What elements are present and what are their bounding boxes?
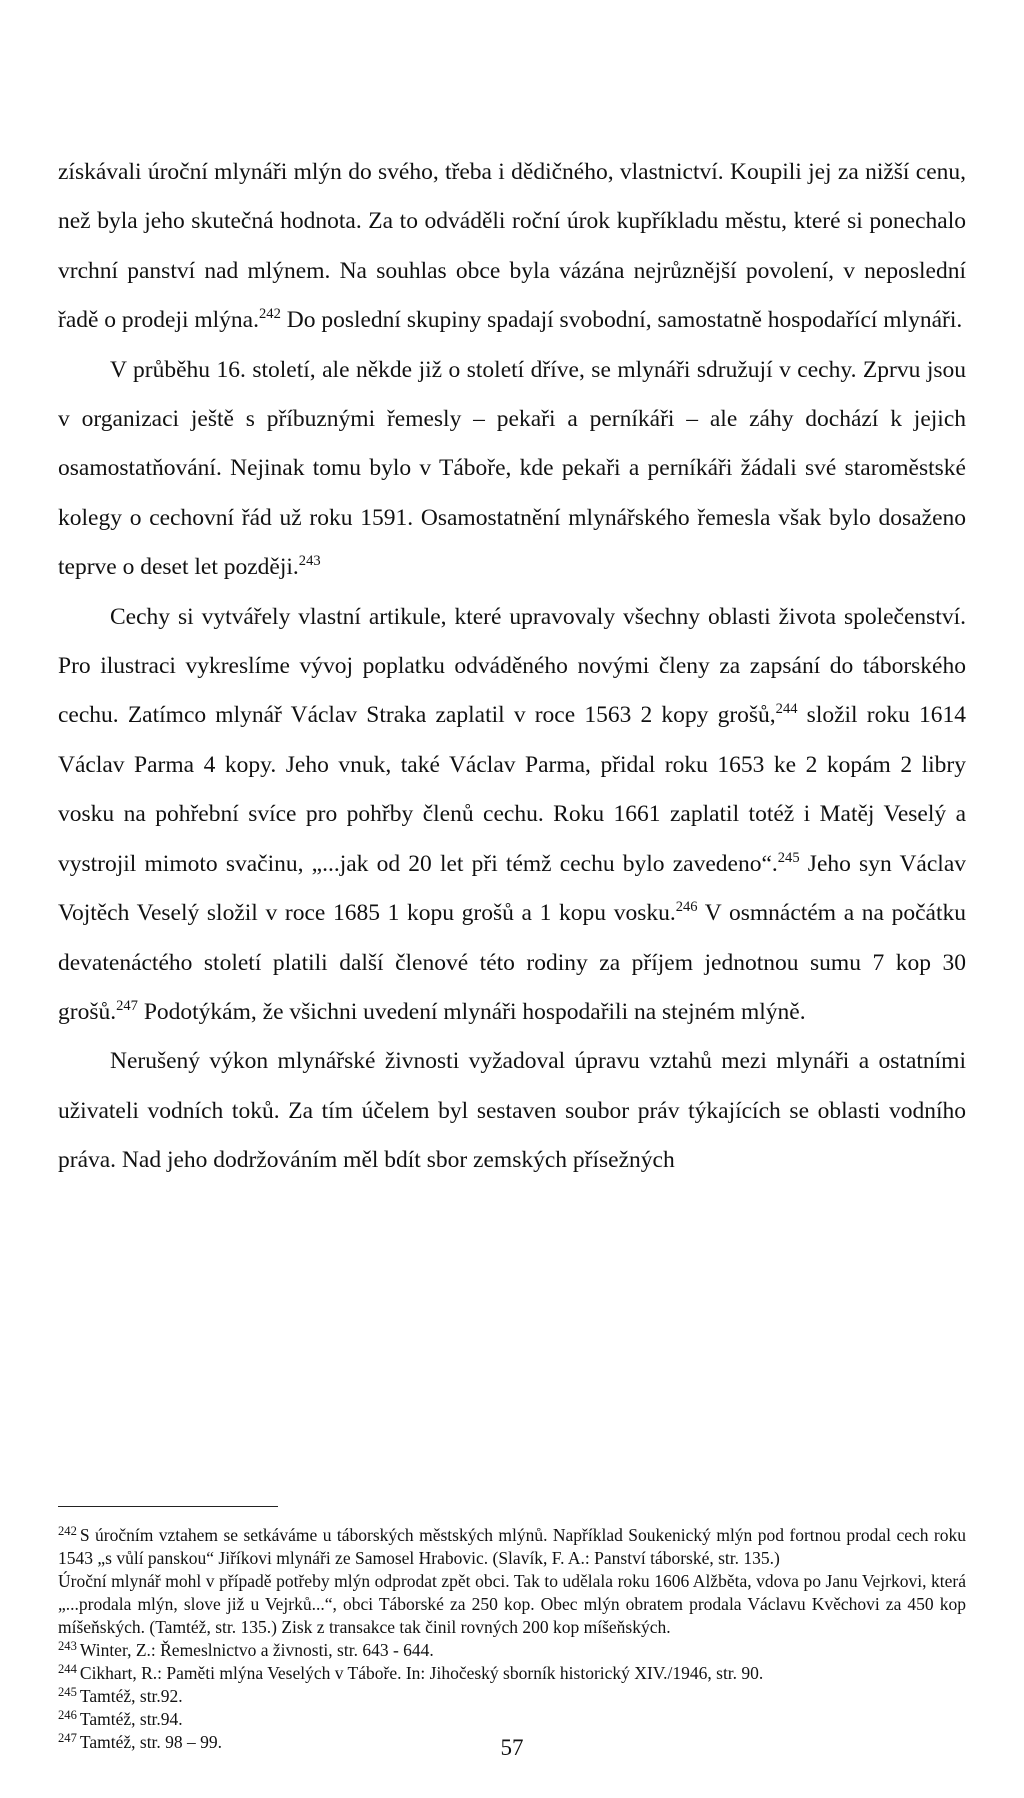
footnote-242-continuation: Úroční mlynář mohl v případě potřeby mlýn odprodat zpět obci. Tak to udělala roku 1606 Alžběta, vdova po Janu Vejrkovi, která „...prodala mlýn, slove již u Vejrků...“, obci Táborské za 250 kop. Obec mlýn obratem prodala Václavu Kvěchovi za 450 kop míšeňských. (Tamtéž, str. 135.) Zisk z transakce tak činil rovných 200 kop míšeňských. bbox=[58, 1571, 966, 1637]
footnote-separator bbox=[58, 1506, 278, 1507]
paragraph-2: V průběhu 16. století, ale někde již o století dříve, se mlynáři sdružují v cechy. Zprvu jsou v organizaci ještě s příbuznými řemesly – pekaři a perníkáři – ale záhy dochází k jejich osamostatňování. Nejinak tomu bylo v Táboře, kde pekaři a perníkáři žádali své staroměstské kolegy o cechovní řád už roku 1591. Osamostatnění mlynářského řemesla však bylo dosaženo teprve o deset let později.$^{243}$ bbox=[58, 356, 966, 581]
footnote-242: $^{242}$ S úročním vztahem se setkáváme u táborských městských mlýnů. Například Soukenický mlýn pod fortnou prodal cech roku 1543 „s vůlí panskou“ Jiříkovi mlynáři ze Samosel Hrabovic. (Slavík, F. A.: Panství táborské, str. 135.) bbox=[58, 1523, 966, 1568]
footnote-ref-247[interactable]: 247 bbox=[116, 997, 138, 1014]
footnote-ref-242[interactable]: 242 bbox=[259, 306, 281, 323]
body-text bbox=[58, 148, 966, 1186]
footnotes bbox=[58, 1524, 966, 1754]
footnote-243: $^{243}$ Winter, Z.: Řemeslnictvo a živnosti, str. 643 - 644. bbox=[58, 1638, 434, 1660]
footnote-ref-245[interactable]: 245 bbox=[777, 849, 800, 866]
footnote-244: $^{244}$ Cikhart, R.: Paměti mlýna Veselých v Táboře. In: Jihočeský sborník historický XIV./1946, str. 90. bbox=[58, 1661, 764, 1683]
footnote-ref-244[interactable]: 244 bbox=[775, 701, 798, 718]
page-number: 57 bbox=[500, 1735, 524, 1760]
paragraph-3: Cechy si vytvářely vlastní artikule, které upravovaly všechny oblasti života společenství. Pro ilustraci vykreslíme vývoj poplatku odváděného novými členy za zapsání do táborského cechu. Zatímco mlynář Václav Straka zaplatil v roce 1563 2 kopy grošů,$^{244}$ složil roku 1614 Václav Parma 4 kopy. Jeho vnuk, také Václav Parma, přidal roku 1653 ke 2 kopám 2 libry vosku na pohřební svíce pro pohřby členů cechu. Roku 1661 zaplatil totéž i Matěj Veselý a vystrojil mimoto svačinu, „...jak od 20 let při témž cechu bylo zavedeno“.$^{245}$ Jeho syn Václav Vojtěch Veselý složil v roce 1685 1 kopu grošů a 1 kopu vosku.$^{246}$ V osmnáctém a na počátku devatenáctého století platili další členové této rodiny za příjem jednotnou sumu 7 kop 30 grošů.$^{247}$ Podotýkám, že všichni uvedení mlynáři hospodařili na stejném mlýně. bbox=[58, 603, 967, 1025]
footnote-ref-246[interactable]: 246 bbox=[675, 899, 698, 916]
paragraph-1: získávali úroční mlynáři mlýn do svého, třeba i dědičného, vlastnictví. Koupili jej za nižší cenu, než byla jeho skutečná hodnota. Za to odváděli roční úrok kupříkladu městu, které si ponechalo vrchní panství nad mlýnem. Na souhlas obce byla vázána nejrůznější povolení, v neposlední řadě o prodeji mlýna.$^{242}$ Do poslední skupiny spadají svobodní, samostatně hospodařící mlynáři. bbox=[58, 159, 966, 334]
paragraph-4: Nerušený výkon mlynářské živnosti vyžadoval úpravu vztahů mezi mlynáři a ostatními uživateli vodních toků. Za tím účelem byl sestaven soubor práv týkajících se oblasti vodního práva. Nad jeho dodržováním měl bdít sbor zemských přísežných bbox=[58, 1048, 966, 1174]
footnote-247: $^{247}$ Tamtéž, str. 98 – 99. bbox=[58, 1730, 223, 1752]
footnote-245: $^{245}$ Tamtéž, str.92. bbox=[58, 1684, 183, 1706]
footnote-ref-243[interactable]: 243 bbox=[298, 553, 321, 570]
footnote-246: $^{246}$ Tamtéž, str.94. bbox=[58, 1707, 183, 1729]
